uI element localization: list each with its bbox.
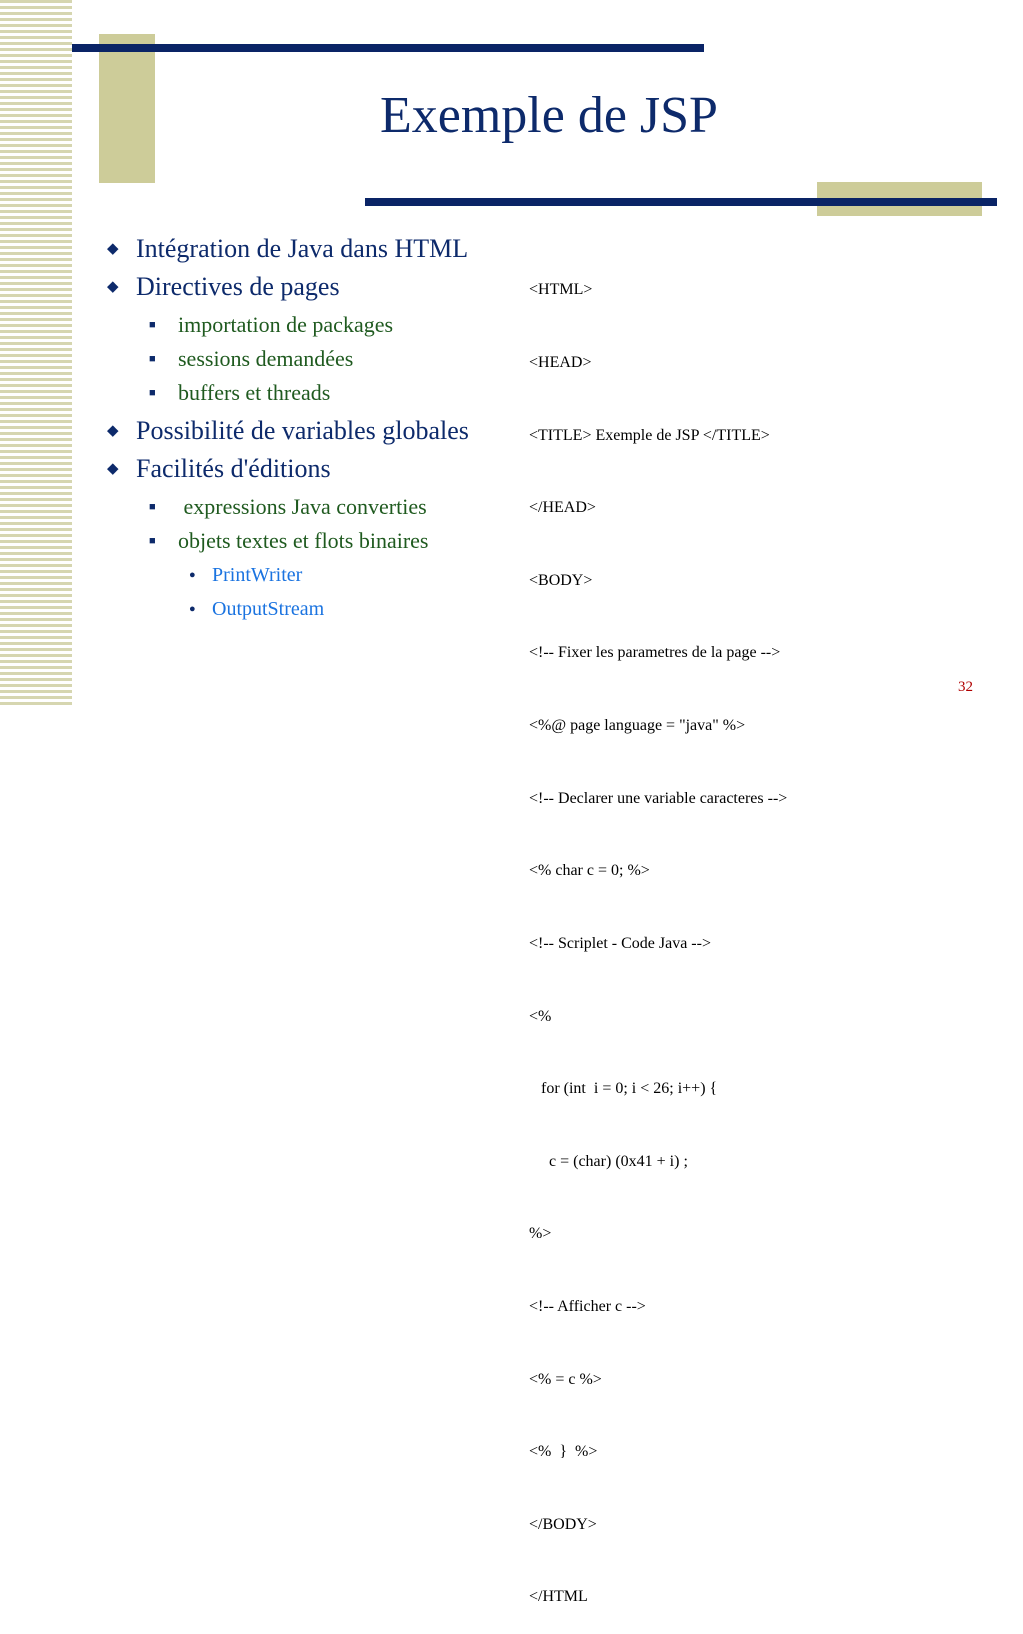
bullet-list (105, 232, 495, 626)
sub-bullet-text: importation de packages (178, 312, 394, 337)
diamond-bullet-icon: ◆ (107, 241, 119, 257)
code-line: <% char c = 0; %> (529, 862, 650, 880)
square-bullet-icon: ■ (149, 319, 156, 331)
diamond-bullet-icon: ◆ (107, 461, 119, 477)
square-bullet-icon: ■ (149, 535, 156, 547)
sub-bullet-text: objets textes et flots binaires (178, 528, 429, 553)
code-line: <% } %> (529, 1443, 598, 1461)
square-bullet-icon: ■ (149, 501, 156, 513)
code-line: <HEAD> (529, 354, 592, 372)
code-line: <HTML> (529, 281, 593, 299)
code-line: <%@ page language = "java" %> (529, 717, 746, 735)
bullet-item (105, 232, 495, 266)
top-left-decor-block (99, 34, 155, 183)
code-line: <BODY> (529, 571, 593, 589)
sub-sub-bullet-item (105, 592, 495, 626)
code-line: <% = c %> (529, 1370, 602, 1388)
slide-title: Exemple de JSP (380, 87, 718, 144)
bullet-text: Possibilité de variables globales (136, 416, 469, 445)
sub-bullet-text: buffers et threads (178, 380, 331, 405)
code-line: <% (529, 1007, 552, 1025)
sub-sub-bullet-text: PrintWriter (212, 564, 303, 586)
code-line: %> (529, 1225, 552, 1243)
code-line: </BODY> (529, 1515, 597, 1533)
code-line: <!-- Fixer les parametres de la page --> (529, 644, 781, 662)
striped-sidebar-decoration (0, 0, 72, 708)
sub-bullet-item (105, 490, 495, 524)
code-line: </HEAD> (529, 499, 596, 517)
bullet-text: Directives de pages (136, 272, 340, 301)
code-line: for (int i = 0; i < 26; i++) { (529, 1080, 718, 1098)
square-bullet-icon: ■ (149, 387, 156, 399)
code-line: <!-- Afficher c --> (529, 1297, 646, 1315)
sub-bullet-text: expressions Java converties (178, 494, 427, 519)
sub-bullet-item (105, 342, 495, 376)
bullet-item (105, 270, 495, 304)
code-line: <!-- Declarer une variable caracteres --> (529, 789, 788, 807)
top-rule (72, 44, 704, 52)
sub-bullet-item (105, 524, 495, 558)
sub-bullet-item (105, 308, 495, 342)
sub-bullet-item (105, 376, 495, 410)
bottom-rule (365, 198, 997, 206)
diamond-bullet-icon: ◆ (107, 279, 119, 295)
code-line: <!-- Scriplet - Code Java --> (529, 934, 711, 952)
code-line: </HTML (529, 1588, 588, 1606)
diamond-bullet-icon: ◆ (107, 423, 119, 439)
dot-bullet-icon: ● (189, 603, 196, 615)
code-line: <TITLE> Exemple de JSP </TITLE> (529, 426, 770, 444)
bullet-item (105, 414, 495, 448)
dot-bullet-icon: ● (189, 569, 196, 581)
bullet-item (105, 452, 495, 486)
jsp-code-block (529, 230, 787, 1634)
bullet-text: Intégration de Java dans HTML (136, 234, 469, 263)
bullet-text: Facilités d'éditions (136, 454, 331, 483)
sub-bullet-text: sessions demandées (178, 346, 354, 371)
sub-sub-bullet-item (105, 558, 495, 592)
sub-sub-bullet-text: OutputStream (212, 598, 325, 620)
square-bullet-icon: ■ (149, 353, 156, 365)
page-number: 32 (958, 679, 973, 695)
code-line: c = (char) (0x41 + i) ; (529, 1152, 688, 1170)
